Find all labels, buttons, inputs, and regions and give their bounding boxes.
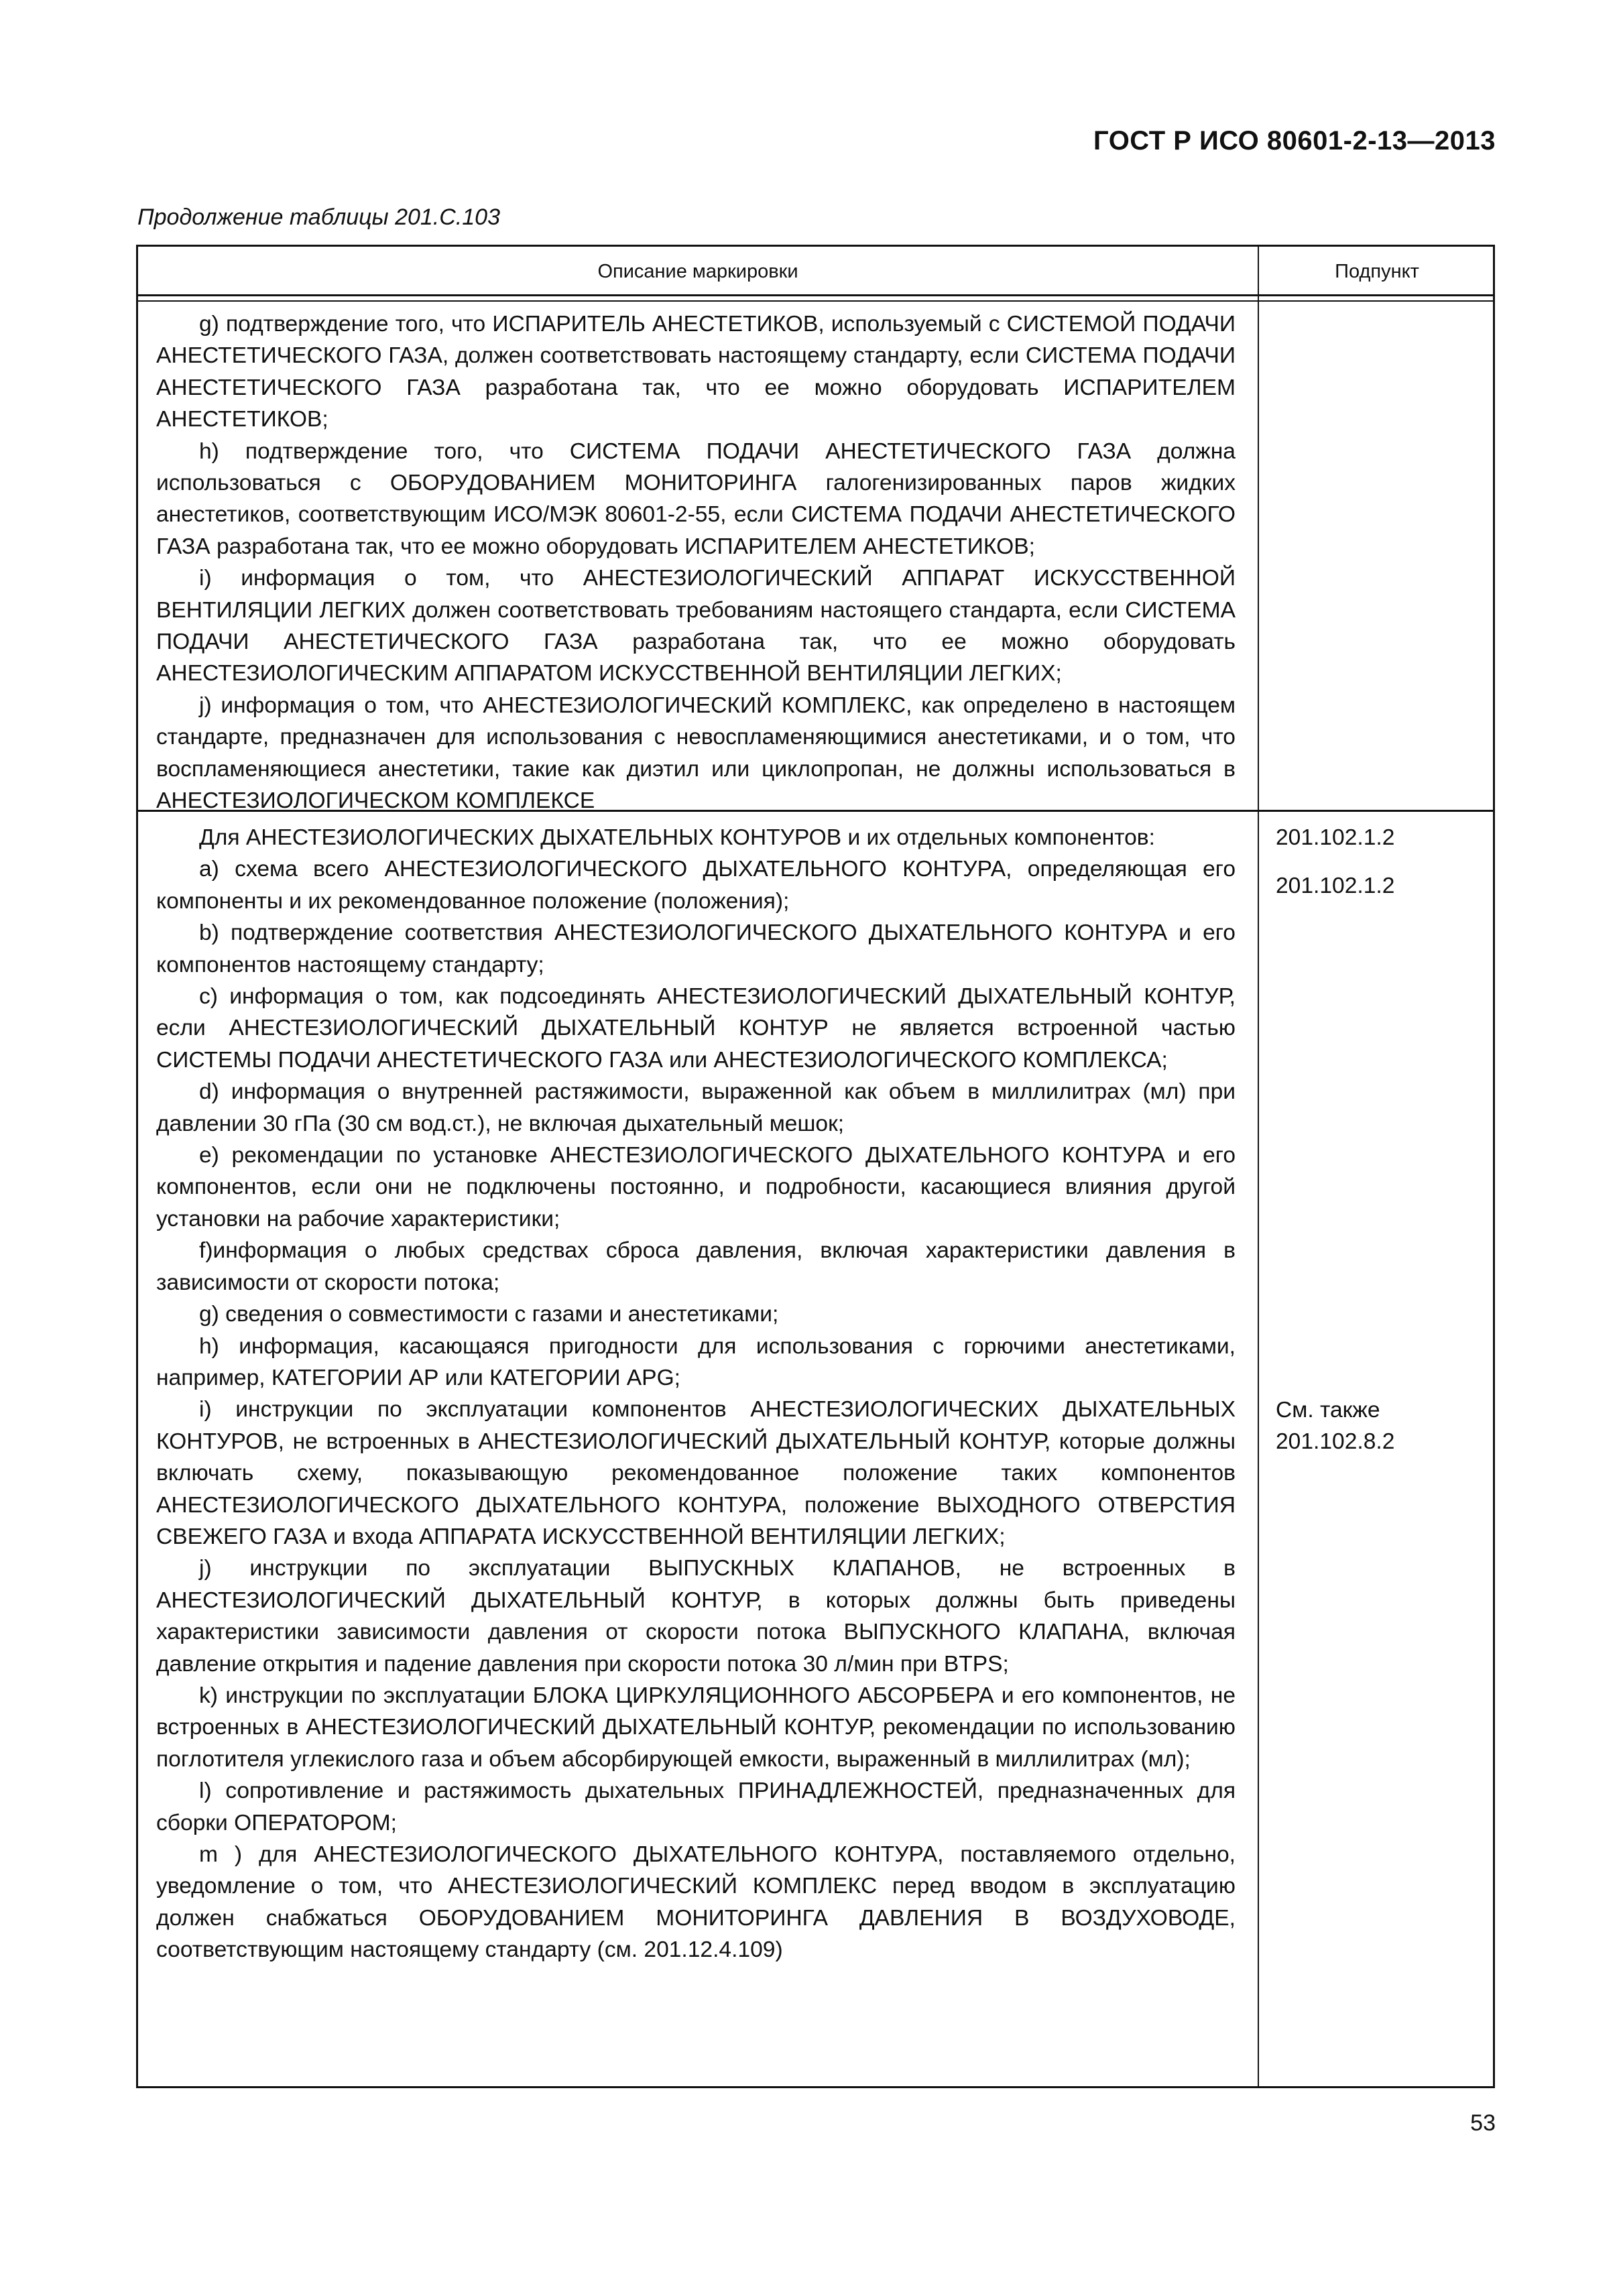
row2-paragraph-d: d) информация о внутренней растяжимости, выраженной как объем в миллилитрах (мл) при давлении 30 гПа (30 см вод.ст.), не включая дыхательный мешок; <box>156 1079 1236 1136</box>
row2-paragraph-f: f)информация о любых средствах сброса давления, включая характеристики давления в зависимости от скорости потока; <box>156 1238 1236 1295</box>
row2-paragraph-h: h) информация, касающаяся пригодности для использования с горючими анестетиками, например, КАТЕГОРИИ АР или КАТЕГОРИИ APG; <box>156 1333 1236 1390</box>
row2-paragraph-k: k) инструкции по эксплуатации БЛОКА ЦИРКУЛЯЦИОННОГО АБСОРБЕРА и его компонентов, не встроенных в АНЕСТЕЗИОЛОГИЧЕСКИЙ ДЫХАТЕЛЬНЫЙ КОНТУР, рекомендации по использованию поглотителя углекислого газа и объем абсорбирующей емкости, выраженный в миллилитрах (мл); <box>156 1683 1236 1772</box>
row1-description <box>156 308 1236 817</box>
row1-paragraph-h: h) подтверждение того, что СИСТЕМА ПОДАЧИ АНЕСТЕТИЧЕСКОГО ГАЗА должна использоваться с ОБОРУДОВАНИЕМ МОНИТОРИНГА галогенизированных паров жидких анестетиков, соответствующим ИСО/МЭК 80601-2-55, если СИСТЕМА ПОДАЧИ АНЕСТЕТИЧЕСКОГО ГАЗА разработана так, что ее можно оборудовать ИСПАРИТЕЛЕМ АНЕСТЕТИКОВ; <box>156 438 1236 559</box>
page-number: 53 <box>1470 2110 1496 2136</box>
row2-subclause-ref-1: 201.102.1.2 <box>1276 825 1395 850</box>
row1-paragraph-i: i) информация о том, что АНЕСТЕЗИОЛОГИЧЕСКИЙ АППАРАТ ИСКУССТВЕННОЙ ВЕНТИЛЯЦИИ ЛЕГКИХ должен соответствовать требованиям настоящего стандарта, если СИСТЕМА ПОДАЧИ АНЕСТЕТИЧЕСКОГО ГАЗА разработана так, что ее можно оборудовать АНЕСТЕЗИОЛОГИЧЕСКИМ АППАРАТОМ ИСКУССТВЕННОЙ ВЕНТИЛЯЦИИ ЛЕГКИХ; <box>156 566 1236 686</box>
column-header-description: Описание маркировки <box>597 260 798 282</box>
column-header-subclause: Подпункт <box>1335 260 1419 282</box>
row2-paragraph-l: l) сопротивление и растяжимость дыхательных ПРИНАДЛЕЖНОСТЕЙ, предназначенных для сборки ОПЕРАТОРОМ; <box>156 1778 1236 1835</box>
row2-paragraph-g: g) сведения о совместимости с газами и анестетиками; <box>199 1302 779 1327</box>
header-double-line <box>138 300 1493 302</box>
row2-paragraph-b: b) подтверждение соответствия АНЕСТЕЗИОЛОГИЧЕСКОГО ДЫХАТЕЛЬНОГО КОНТУРА и его компонентов настоящему стандарту; <box>156 920 1236 977</box>
row2-paragraph-i: i) инструкции по эксплуатации компонентов АНЕСТЕЗИОЛОГИЧЕСКИХ ДЫХАТЕЛЬНЫХ КОНТУРОВ, не встроенных в АНЕСТЕЗИОЛОГИЧЕСКИЙ ДЫХАТЕЛЬНЫЙ КОНТУР, которые должны включать схему, показывающую рекомендованное положение таких компонентов АНЕСТЕЗИОЛОГИЧЕСКОГО ДЫХАТЕЛЬНОГО КОНТУРА, положение ВЫХОДНОГО ОТВЕРСТИЯ СВЕЖЕГО ГАЗА и входа АППАРАТА ИСКУССТВЕННОЙ ВЕНТИЛЯЦИИ ЛЕГКИХ; <box>156 1397 1236 1549</box>
row2-subclause-ref-3: 201.102.8.2 <box>1276 1429 1395 1454</box>
row2-paragraph-c: c) информация о том, как подсоединять АНЕСТЕЗИОЛОГИЧЕСКИЙ ДЫХАТЕЛЬНЫЙ КОНТУР, если АНЕСТЕЗИОЛОГИЧЕСКИЙ ДЫХАТЕЛЬНЫЙ КОНТУР не является встроенной частью СИСТЕМЫ ПОДАЧИ АНЕСТЕТИЧЕСКОГО ГАЗА или АНЕСТЕЗИОЛОГИЧЕСКОГО КОМПЛЕКСА; <box>156 984 1236 1073</box>
row2-subclause-ref-2: 201.102.1.2 <box>1276 873 1395 898</box>
document-code: ГОСТ Р ИСО 80601-2-13—2013 <box>1093 126 1496 156</box>
row2-description <box>156 822 1236 1966</box>
marking-table <box>136 245 1495 2088</box>
row2-paragraph-j: j) инструкции по эксплуатации ВЫПУСКНЫХ КЛАПАНОВ, не встроенных в АНЕСТЕЗИОЛОГИЧЕСКИЙ ДЫХАТЕЛЬНЫЙ КОНТУР, в которых должны быть приведены характеристики зависимости давления от скорости потока ВЫПУСКНОГО КЛАПАНА, включая давление открытия и падение давления при скорости потока 30 л/мин при BTPS; <box>156 1556 1236 1677</box>
row1-paragraph-g: g) подтверждение того, что ИСПАРИТЕЛЬ АНЕСТЕТИКОВ, используемый с СИСТЕМОЙ ПОДАЧИ АНЕСТЕТИЧЕСКОГО ГАЗА, должен соответствовать настоящему стандарту, если СИСТЕМА ПОДАЧИ АНЕСТЕТИЧЕСКОГО ГАЗА разработана так, что ее можно оборудовать ИСПАРИТЕЛЕМ АНЕСТЕТИКОВ; <box>156 312 1236 432</box>
row2-paragraph-m: m ) для АНЕСТЕЗИОЛОГИЧЕСКОГО ДЫХАТЕЛЬНОГО КОНТУРА, поставляемого отдельно, уведомление о том, что АНЕСТЕЗИОЛОГИЧЕСКИЙ КОМПЛЕКС перед вводом в эксплуатацию должен снабжаться ОБОРУДОВАНИЕМ МОНИТОРИНГА ДАВЛЕНИЯ В ВОЗДУХОВОДЕ, соответствующим настоящему стандарту (см. 201.12.4.109) <box>156 1842 1236 1963</box>
row2-subclause-see-also: См. также <box>1276 1398 1380 1423</box>
table-caption: Продолжение таблицы 201.С.103 <box>137 204 500 230</box>
row1-paragraph-j: j) информация о том, что АНЕСТЕЗИОЛОГИЧЕСКИЙ КОМПЛЕКС, как определено в настоящем стандарте, предназначен для использования с невоспламеняющимися анестетиками, и о том, что воспламеняющиеся анестетики, такие как диэтил или циклопропан, не должны использоваться в АНЕСТЕЗИОЛОГИЧЕСКОМ КОМПЛЕКСЕ <box>156 692 1236 814</box>
row2-paragraph-e: e) рекомендации по установке АНЕСТЕЗИОЛОГИЧЕСКОГО ДЫХАТЕЛЬНОГО КОНТУРА и его компонентов, если они не подключены постоянно, и подробности, касающиеся влияния другой установки на рабочие характеристики; <box>156 1143 1236 1231</box>
row2-paragraph-intro: Для АНЕСТЕЗИОЛОГИЧЕСКИХ ДЫХАТЕЛЬНЫХ КОНТУРОВ и их отдельных компонентов: <box>199 825 1155 850</box>
row2-paragraph-a: a) схема всего АНЕСТЕЗИОЛОГИЧЕСКОГО ДЫХАТЕЛЬНОГО КОНТУРА, определяющая его компоненты и их рекомендованное положение (положения); <box>156 857 1236 914</box>
row-separator <box>138 810 1493 812</box>
column-divider <box>1258 247 1259 2086</box>
